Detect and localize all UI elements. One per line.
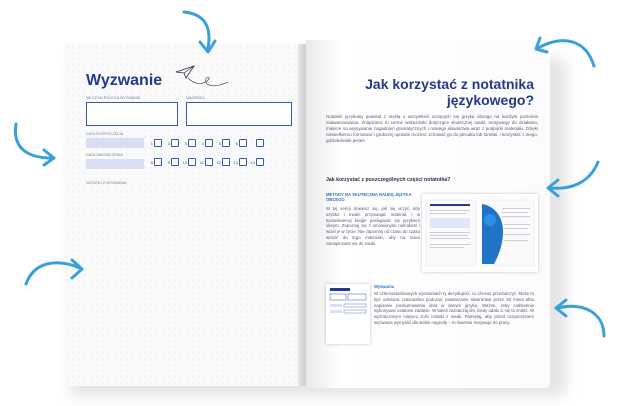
day-checkbox[interactable]: 10 xyxy=(182,158,196,166)
methods-spread-thumbnail xyxy=(422,194,538,272)
day-checkbox[interactable]: 12 xyxy=(216,158,230,166)
sections-subheading: Jak korzystać z poszczególnych części notatnika? xyxy=(326,177,451,183)
curved-arrow-icon xyxy=(540,158,604,202)
section-challenges-heading: Wyzwania xyxy=(374,284,394,289)
section-challenges-text: W czternastodniowych wyzwaniach ty decydujesz, co chcesz przećwiczyć. Może to być odmiana czasownika podczas, powtarzanie słownictwa przez 30 minut albo napisanie podsumowania dnia w danym języku. Ważne, żeby codziennie wykonywać ustalone zadanie. W tabeli zaznaczaj dni, kiedy udało ci się to zrobić. W wyznaczonym miejscu zrób notatki z nauki. Pamiętaj, aby przed rozpoczęciem wyzwania wymyślić dla siebie nagrodę – to świetnie motywuje do pracy. xyxy=(374,291,534,325)
right-page-title-line2: językowego? xyxy=(446,92,534,108)
right-page-title-line1: Jak korzystać z notatnika xyxy=(365,76,534,92)
challenge-page-thumbnail xyxy=(326,284,370,344)
day-checkbox[interactable] xyxy=(250,139,264,147)
challenge-page-illustration xyxy=(326,284,370,344)
right-page-title xyxy=(334,76,534,108)
section-methods-text: W tej sekcji dowiesz się, jak się uczyć, aby szybko i trwale przyswajać materiał, i w konsekwencji biegle posługiwać się językiem obcym. Zapoznaj się z omówionymi metodami i wciel je w życie. Nie zapomnij od czasu do czasu wrócić do tego materiału, aby na nowo zainspirować się do nauki. xyxy=(326,206,420,246)
day-checkbox-row-1 xyxy=(148,139,264,147)
start-date-label: DATA ROZPOCZĘCIA xyxy=(86,132,124,136)
day-checkbox[interactable]: 13 xyxy=(233,158,247,166)
day-checkbox[interactable]: 14 xyxy=(250,158,264,166)
intro-paragraph: Notatnik językowy powstał z myślą o wszystkich uczących się języka obcego na każdym poziomie zaawansowania. Znajdziesz tu cenne wskazówki dotyczące skutecznej nauki, motywację do działania, miejsce na wpisywanie zagadnień gramatycznych i nowego słownictwa wraz z podpórki materiału. Dzięki niewielkiemu formatowi i grubszej oprawie możesz schować go do plecaka lub torebki, i korzystać z niego, gdziekolwiek jesteś. xyxy=(326,114,538,143)
day-checkbox[interactable]: 9 xyxy=(165,158,179,166)
left-page xyxy=(64,44,304,386)
notes-label: NOTATKI Z WYZWANIA xyxy=(86,181,127,185)
end-date-field[interactable] xyxy=(86,159,144,169)
paper-plane-icon xyxy=(174,62,230,92)
curved-arrow-icon xyxy=(22,252,94,292)
left-page-title: Wyzwanie xyxy=(86,72,163,89)
right-page xyxy=(306,40,550,388)
section-methods-heading: METODY NA SKUTECZNĄ NAUKĘ JĘZYKA OBCEGO xyxy=(326,192,412,202)
day-checkbox[interactable]: 3 xyxy=(182,139,196,147)
reward-label: NAGRODA xyxy=(186,96,205,100)
day-checkbox[interactable]: 2 xyxy=(165,139,179,147)
day-checkbox[interactable]: 6 xyxy=(233,139,247,147)
curved-arrow-icon xyxy=(530,28,600,72)
challenge-description-label: NA CZYM POLEGA WYZWANIE xyxy=(86,96,141,100)
end-date-label: DATA ZAKOŃCZENIA xyxy=(86,153,124,157)
day-checkbox-row-2 xyxy=(148,158,264,166)
start-date-field[interactable] xyxy=(86,138,144,148)
reward-field[interactable] xyxy=(186,102,292,126)
day-checkbox[interactable]: 8 xyxy=(148,158,162,166)
curved-arrow-icon xyxy=(548,292,612,344)
day-checkbox[interactable]: 5 xyxy=(216,139,230,147)
day-checkbox[interactable]: 1 xyxy=(148,139,162,147)
day-checkbox[interactable]: 4 xyxy=(199,139,213,147)
day-checkbox[interactable]: 11 xyxy=(199,158,213,166)
curved-arrow-icon xyxy=(178,6,222,58)
methods-spread-illustration xyxy=(422,194,538,272)
curved-arrow-icon xyxy=(8,120,62,170)
challenge-description-field[interactable] xyxy=(86,102,178,126)
